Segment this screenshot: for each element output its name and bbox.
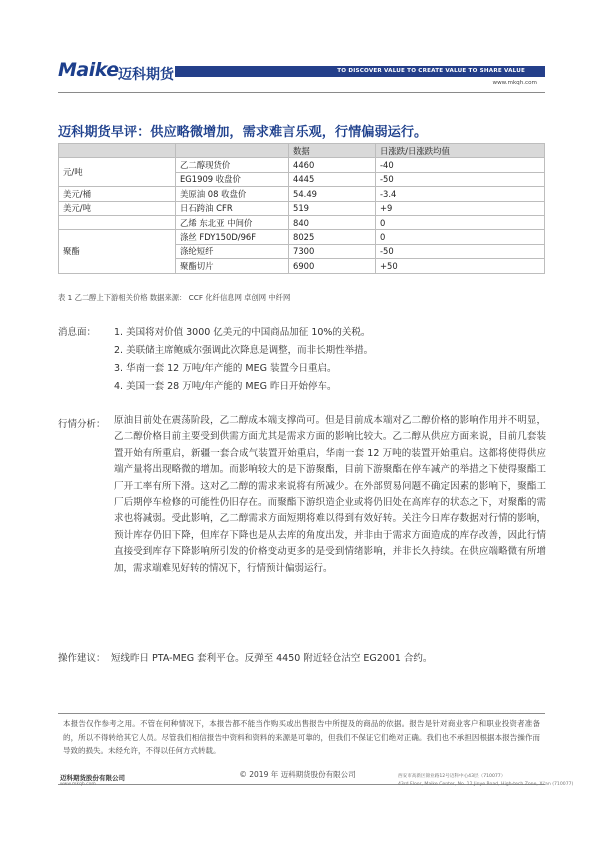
item-cell: 聚酯切片 bbox=[176, 259, 289, 273]
change-cell: +50 bbox=[376, 259, 545, 273]
header-divider bbox=[58, 92, 545, 93]
disclaimer-text: 本报告仅作参考之用。不管在何种情况下，本报告都不能当作购买或出售报告中所提及的商品的依据。报告是针对商业客户和职业投资者准备的，所以不得转给其它人员。尽管我们相信报告中资料和资料的来源是可靠的，但我们不保证它们绝对正确。我们也不承担因根据本报告操作而导致的损失。未经允许，不得以任何方式转载。 bbox=[63, 719, 540, 756]
logo-cn-name: 迈科期货 bbox=[118, 67, 174, 83]
news-item: 4. 美国一套 28 万吨/年产能的 MEG 昨日开始停车。 bbox=[114, 381, 337, 392]
logo-wordmark: Maike bbox=[58, 59, 119, 81]
item-cell: 乙二醇现货价 bbox=[176, 158, 289, 172]
item-cell: 涤丝 FDY150D/96F bbox=[176, 230, 289, 244]
value-cell: 7300 bbox=[289, 244, 376, 258]
table-caption: 表 1 乙二醇上下游相关价格 数据来源： CCF 化纤信息网 卓创网 中纤网 bbox=[58, 293, 291, 302]
unit-cell: 元/吨 bbox=[59, 158, 176, 187]
value-cell: 54.49 bbox=[289, 187, 376, 201]
item-cell: 乙烯 东北亚 中间价 bbox=[176, 215, 289, 229]
value-cell: 4445 bbox=[289, 172, 376, 186]
value-cell: 8025 bbox=[289, 230, 376, 244]
value-cell: 519 bbox=[289, 201, 376, 215]
unit-cell bbox=[59, 215, 176, 229]
item-cell: 日石跨油 CFR bbox=[176, 201, 289, 215]
analysis-label: 行情分析： bbox=[58, 419, 106, 430]
change-cell: -50 bbox=[376, 172, 545, 186]
table-row bbox=[59, 201, 545, 215]
footer-address-cn: 西安市高新区锦业路12号迈科中心43层（710077） bbox=[398, 774, 506, 779]
footer-company: 迈科期货股份有限公司 bbox=[60, 774, 125, 782]
table-header-cell bbox=[176, 144, 289, 158]
report-title: 迈科期货早评：供应略微增加，需求难言乐观，行情偏弱运行。 bbox=[58, 125, 428, 140]
footer-website: www.mkqh.com bbox=[60, 782, 96, 787]
news-item: 1. 美国将对价值 3000 亿美元的中国商品加征 10%的关税。 bbox=[114, 327, 371, 338]
table-header-cell: 数据 bbox=[289, 144, 376, 158]
value-cell: 6900 bbox=[289, 259, 376, 273]
value-cell: 840 bbox=[289, 215, 376, 229]
price-table bbox=[58, 143, 545, 274]
table-row bbox=[59, 230, 545, 244]
news-item: 2. 美联储主席鲍威尔强调此次降息是调整，而非长期性举措。 bbox=[114, 345, 374, 356]
header-slogan: TO DISCOVER VALUE TO CREATE VALUE TO SHARE VALUE bbox=[337, 68, 525, 74]
table-row bbox=[59, 187, 545, 201]
advice-label: 操作建议： bbox=[58, 653, 106, 664]
item-cell: 涤纶短纤 bbox=[176, 244, 289, 258]
unit-cell: 聚酯 bbox=[59, 230, 176, 273]
unit-cell: 美元/桶 bbox=[59, 187, 176, 201]
item-cell: 美原油 08 收盘价 bbox=[176, 187, 289, 201]
value-cell: 4460 bbox=[289, 158, 376, 172]
change-cell: 0 bbox=[376, 230, 545, 244]
table-row bbox=[59, 158, 545, 172]
change-cell: -40 bbox=[376, 158, 545, 172]
copyright: © 2019 年 迈科期货股份有限公司 bbox=[239, 770, 356, 779]
change-cell: -50 bbox=[376, 244, 545, 258]
news-item: 3. 华南一套 12 万吨/年产能的 MEG 装置今日重启。 bbox=[114, 363, 337, 374]
table-header-cell: 日涨跌/日涨跌均值 bbox=[376, 144, 545, 158]
footer-address-en: 43rd Floor, Maike Center, No. 12 Jinye Road, High-tech Zone, Xi'an (710077) bbox=[398, 782, 574, 787]
analysis-paragraph: 原油目前处在震荡阶段，乙二醇成本端支撑尚可。但是目前成本端对乙二醇价格的影响作用并不明显，乙二醇价格目前主要受到供需方面尤其是需求方面的影响比较大。乙二醇从供应方面来说，目前几套装置开始有所重启，新疆一套合成气装置开始重启，华南一套 12 万吨的装置开始重启。这都将使得供应端产量将出现略微的增加。而影响较大的是下游聚酯，目前下游聚酯在停车减产的举措之下使得聚酯工厂开工率有所下滑。这对乙二醇的需求来说将有所减少。在外部贸易问题不确定因素的影响下，聚酯工厂后期停车检修的可能性仍旧存在。而聚酯下游织造企业或将仍旧处在高库存的状态之下，对聚酯的需求也将减弱。受此影响，乙二醇需求方面短期将难以得到有效好转。关注今日库存数据对行情的影响，预计库存仍旧下降，但库存下降也是从去库的角度出发，并非由于需求方面造成的库存改善，因此行情直接受到库存下降影响所引发的价格变动更多的是受到情绪影响，并非长久持续。在供应端略微有所增加，需求端难见好转的情况下，行情预计偏弱运行。 bbox=[114, 415, 546, 574]
news-label: 消息面： bbox=[58, 327, 97, 338]
change-cell: +9 bbox=[376, 201, 545, 215]
header-url: www.mkqh.com bbox=[492, 80, 537, 86]
table-row bbox=[59, 215, 545, 229]
table-header-cell bbox=[59, 144, 176, 158]
advice-text: 短线昨日 PTA-MEG 套利平仓。反弹至 4450 附近轻仓沽空 EG2001 合约。 bbox=[111, 653, 433, 664]
change-cell: -3.4 bbox=[376, 187, 545, 201]
unit-cell: 美元/吨 bbox=[59, 201, 176, 215]
header-slogan-band bbox=[175, 66, 545, 77]
table-header-row bbox=[59, 144, 545, 158]
change-cell: 0 bbox=[376, 215, 545, 229]
item-cell: EG1909 收盘价 bbox=[176, 172, 289, 186]
